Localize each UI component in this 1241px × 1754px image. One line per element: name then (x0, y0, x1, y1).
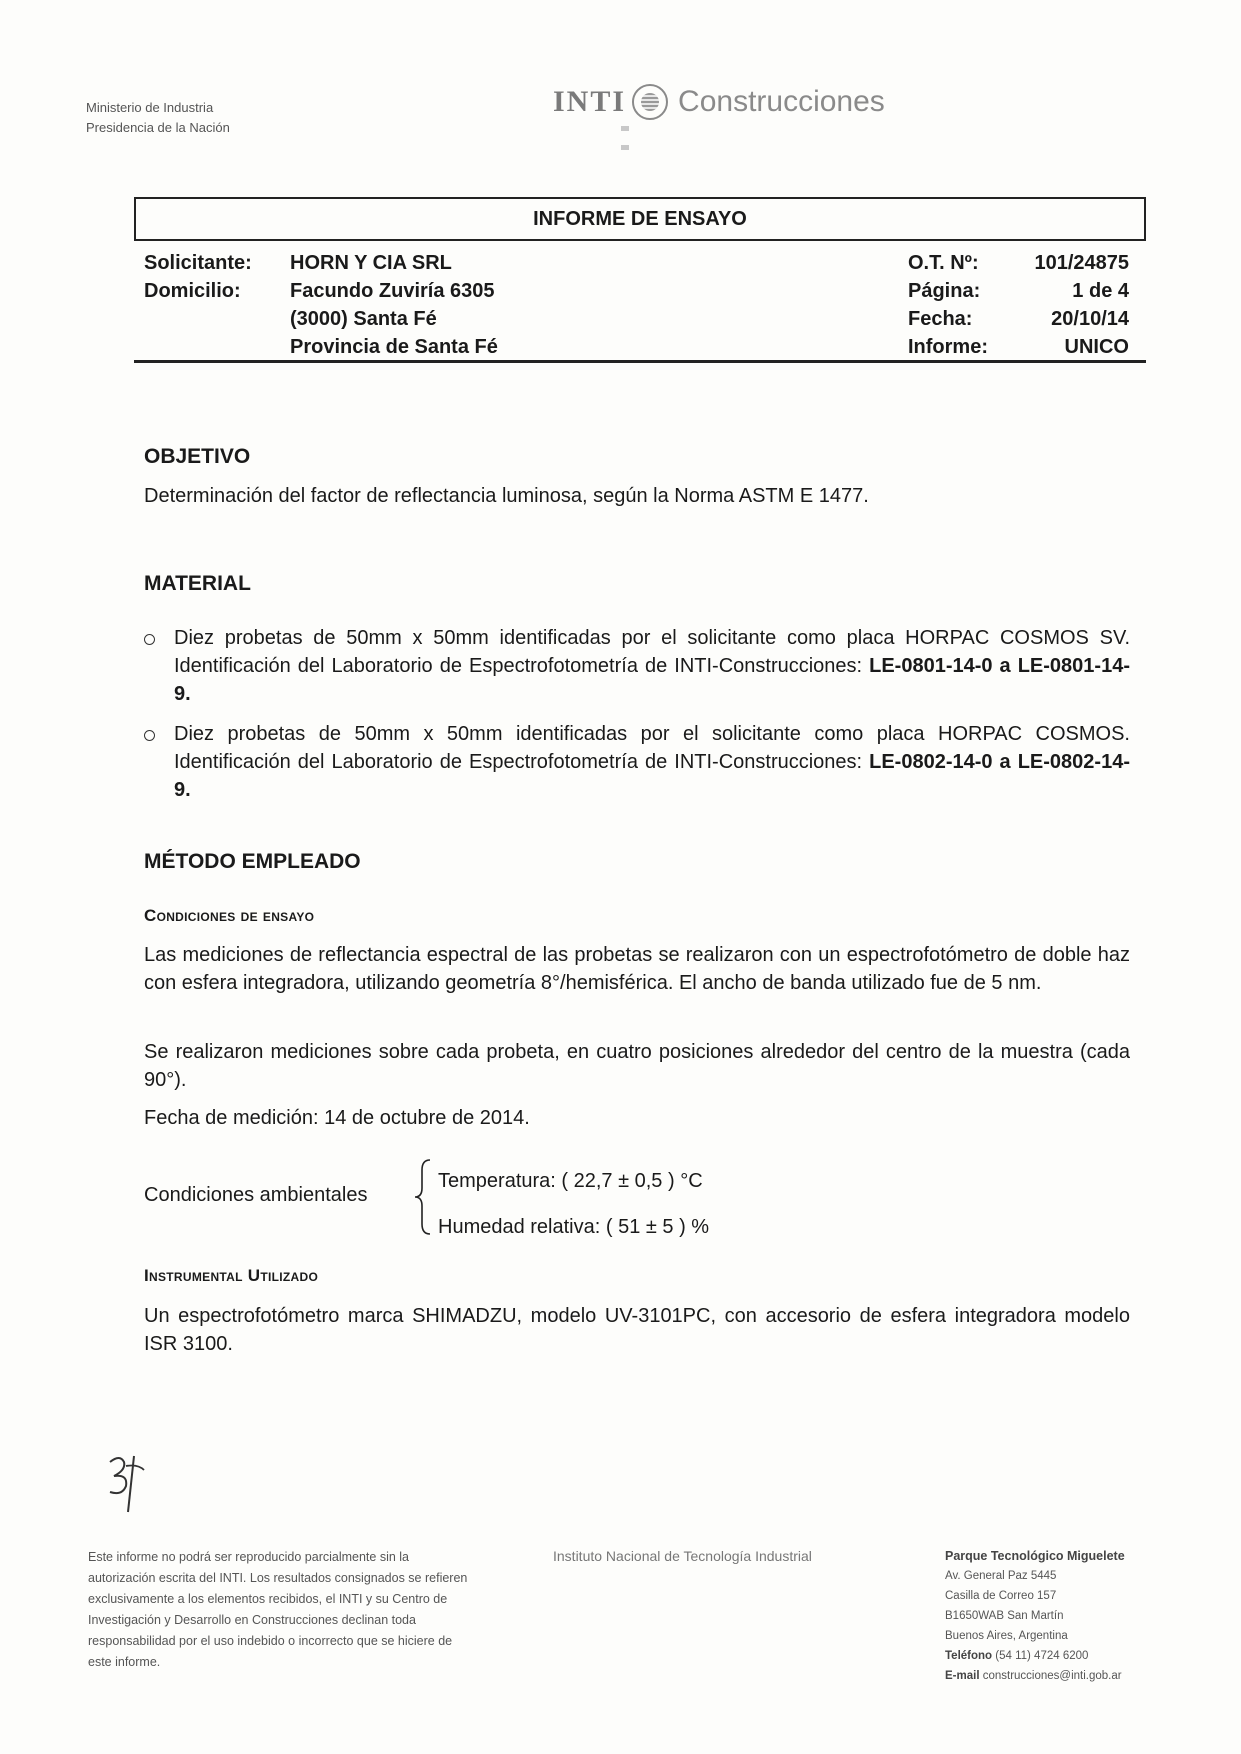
email-value[interactable]: construcciones@inti.gob.ar (982, 1670, 1122, 1682)
park-name: Parque Tecnológico Miguelete (945, 1549, 1125, 1563)
domicilio-label: Domicilio: (144, 280, 241, 302)
material-item (144, 624, 1130, 708)
material-item-text: Diez probetas de 50mm x 50mm identificadas por el solicitante como placa HORPAC COSMOS SV. Identificación del Laboratorio de Espectrofotometría de INTI-Construcciones: (174, 627, 1130, 677)
ambient-label: Condiciones ambientales (144, 1184, 368, 1206)
bullet-icon (144, 634, 155, 645)
instrumental-text: Un espectrofotómetro marca SHIMADZU, modelo UV-3101PC, con accesorio de esfera integradora modelo ISR 3100. (144, 1305, 1130, 1355)
metodo-title: MÉTODO EMPLEADO (144, 850, 361, 873)
bullet-icon (144, 730, 155, 741)
email-line (945, 1666, 1125, 1686)
ministry-line: Ministerio de Industria (86, 100, 214, 115)
pagina-value: 1 de 4 (1072, 280, 1129, 302)
footer-contact (945, 1546, 1125, 1686)
logo-unit: Construcciones (678, 85, 885, 118)
domicilio-line1: Facundo Zuviría 6305 (290, 280, 495, 302)
footer-disclaimer: Este informe no podrá ser reproducido parcialmente sin la autorización escrita del INTI. Los resultados consignados se refieren exclusivamente a los elementos recibidos, el INTI y su Centro de Investigación y Desarrollo en Construcciones declinan toda responsabilidad por el uso indebido o incorrecto que se hiciere de este informe. (88, 1550, 468, 1669)
solicitante-label: Solicitante: (144, 252, 252, 274)
handwritten-signature (104, 1452, 148, 1514)
material-item (144, 720, 1130, 804)
header-left-values (290, 249, 498, 361)
material-item-ids: LE-0802-14-0 a LE-0802-14-9. (174, 751, 1130, 801)
phone-line (945, 1646, 1125, 1666)
phone-value: (54 11) 4724 6200 (995, 1650, 1089, 1662)
material-title: MATERIAL (144, 572, 251, 595)
email-label: E-mail (945, 1670, 980, 1682)
header-divider (134, 360, 1146, 363)
inti-logo (553, 84, 885, 120)
address-line: B1650WAB San Martín (945, 1610, 1064, 1622)
measurement-date: Fecha de medición: 14 de octubre de 2014. (144, 1107, 530, 1129)
fecha-value: 20/10/14 (1051, 308, 1129, 330)
ot-label: O.T. Nº: (908, 252, 979, 274)
objetivo-text: Determinación del factor de reflectancia luminosa, según la Norma ASTM E 1477. (144, 485, 869, 507)
material-item-text: Diez probetas de 50mm x 50mm identificadas por el solicitante como placa HORPAC COSMOS. Identificación del Laboratorio de Espectrofotometría de INTI-Construcciones: (174, 723, 1130, 773)
report-title: INFORME DE ENSAYO (134, 197, 1146, 241)
header-left-labels (144, 249, 252, 305)
metodo-paragraph-2: Se realizaron mediciones sobre cada probeta, en cuatro posiciones alrededor del centro de la muestra (cada 90°). (144, 1041, 1130, 1091)
ot-value: 101/24875 (1034, 252, 1129, 274)
logo-decoration (621, 126, 629, 164)
address-line: Casilla de Correo 157 (945, 1590, 1057, 1602)
domicilio-line2: (3000) Santa Fé (290, 308, 437, 330)
header-right-values (1010, 249, 1129, 361)
address-line: Av. General Paz 5445 (945, 1570, 1057, 1582)
inti-emblem-icon (632, 84, 668, 120)
footer-institute: Instituto Nacional de Tecnología Industrial (553, 1548, 812, 1564)
instrumental-title: Instrumental Utilizado (144, 1266, 319, 1285)
header-right-labels (908, 249, 988, 361)
material-item-ids: LE-0801-14-0 a LE-0801-14-9. (174, 655, 1130, 705)
brace-icon (412, 1158, 434, 1236)
temperature-value: Temperatura: ( 22,7 ± 0,5 ) °C (438, 1170, 703, 1192)
informe-label: Informe: (908, 336, 988, 358)
presidency-line: Presidencia de la Nación (86, 120, 230, 135)
ministry-heading (86, 98, 230, 138)
pagina-label: Página: (908, 280, 981, 302)
metodo-paragraph-1: Las mediciones de reflectancia espectral de las probetas se realizaron con un espectrofotómetro de doble haz con esfera integradora, utilizando geometría 8°/hemisférica. El ancho de banda utilizado fue de 5 nm. (144, 944, 1130, 994)
solicitante-value: HORN Y CIA SRL (290, 252, 452, 274)
domicilio-line3: Provincia de Santa Fé (290, 336, 498, 358)
fecha-label: Fecha: (908, 308, 973, 330)
objetivo-title: OBJETIVO (144, 445, 251, 468)
ambient-values (438, 1158, 709, 1250)
address-line: Buenos Aires, Argentina (945, 1630, 1068, 1642)
informe-value: UNICO (1064, 336, 1129, 358)
logo-word: INTI (553, 85, 627, 118)
phone-label: Teléfono (945, 1650, 993, 1662)
condiciones-title: Condiciones de ensayo (144, 906, 315, 925)
humidity-value: Humedad relativa: ( 51 ± 5 ) % (438, 1216, 710, 1238)
